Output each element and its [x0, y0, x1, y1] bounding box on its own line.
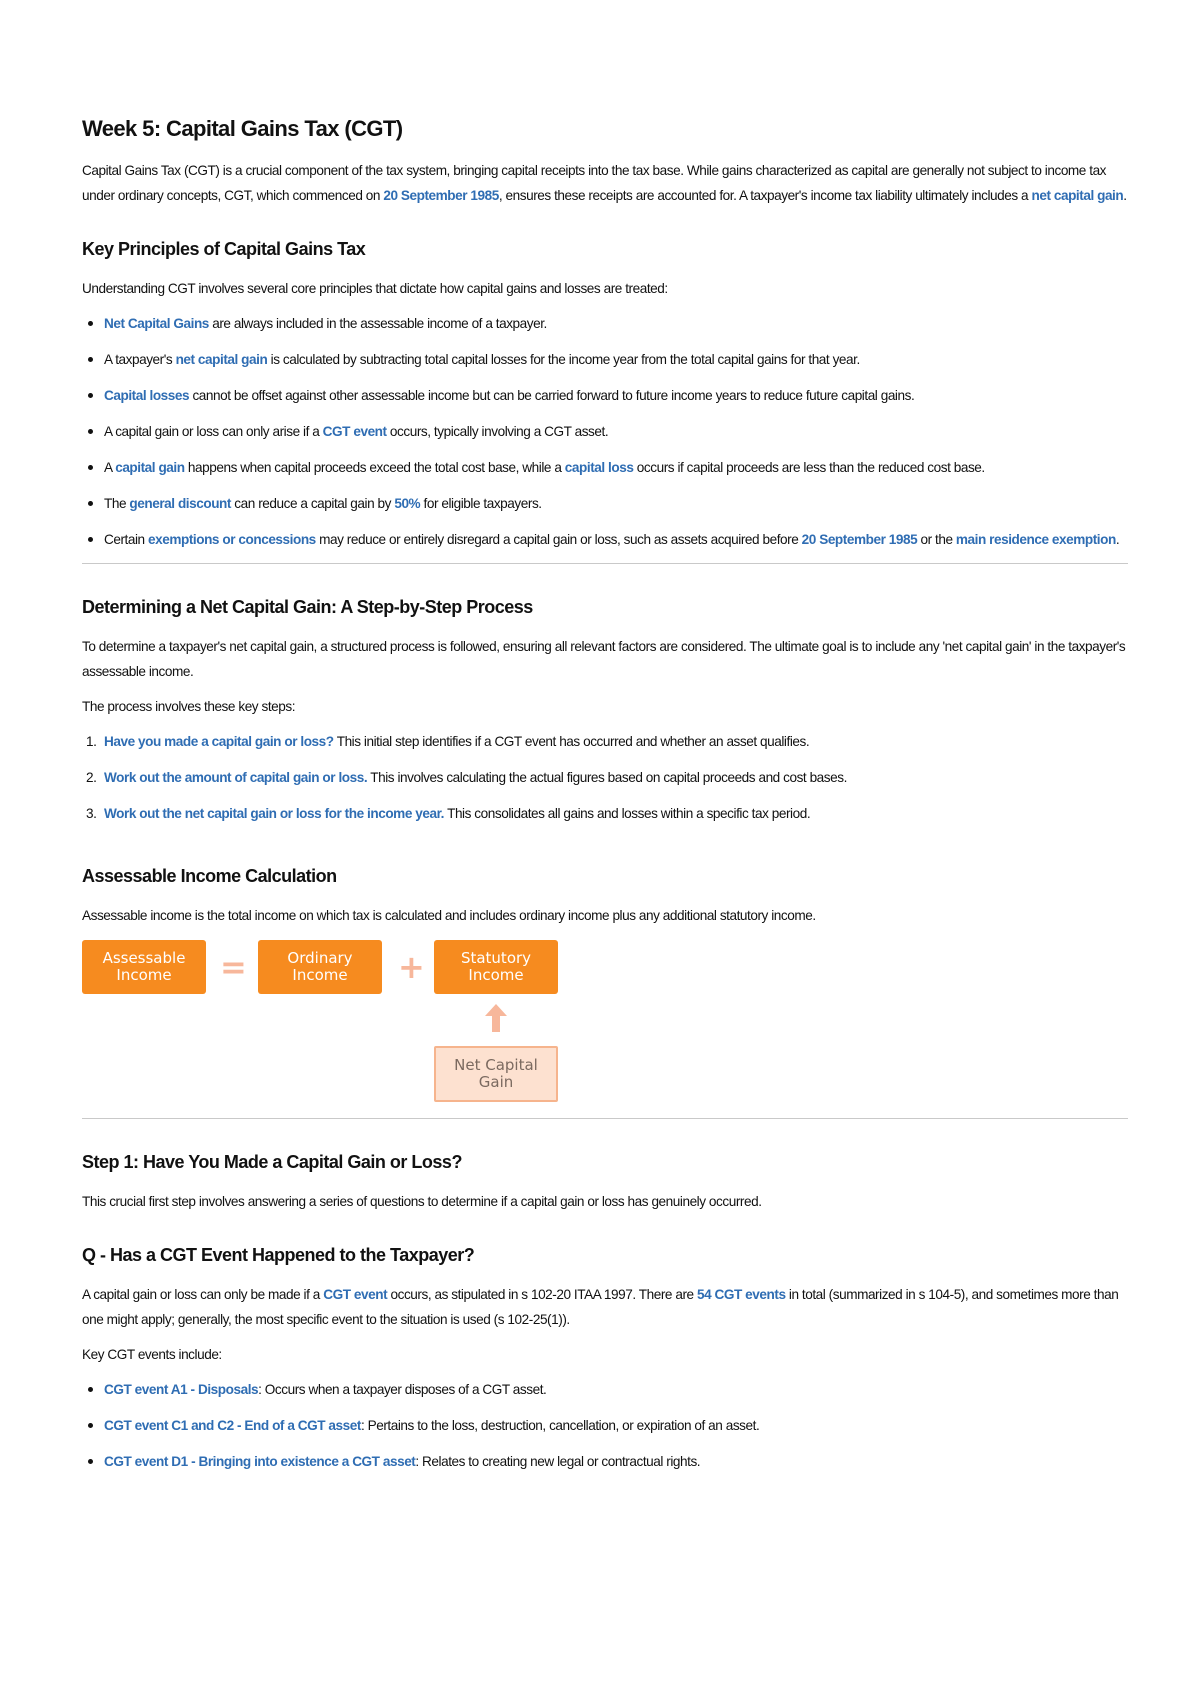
link-capital-losses[interactable]: Capital losses [104, 388, 190, 403]
list-item: Capital losses cannot be offset against other assessable income but can be carried forward to future income years to reduce future capital gains. [82, 383, 1128, 408]
link-net-capital-gain[interactable]: net capital gain [1031, 188, 1124, 203]
list-item: CGT event D1 - Bringing into existence a CGT asset: Relates to creating new legal or contractual rights. [82, 1449, 1128, 1474]
net-capital-gain-box: Net Capital Gain [434, 1046, 558, 1102]
list-item: 2. Work out the amount of capital gain or loss. This involves calculating the actual figures based on capital proceeds and cost bases. [86, 770, 847, 785]
link-cgt-event-d1[interactable]: CGT event D1 - Bringing into existence a CGT asset [104, 1454, 416, 1469]
link-exemptions[interactable]: exemptions or concessions [148, 532, 316, 547]
link-commencement-date[interactable]: 20 September 1985 [383, 188, 499, 203]
step-1-paragraph: This crucial first step involves answering a series of questions to determine if a capital gain or loss has genuinely occurred. [82, 1194, 762, 1209]
link-cgt-event[interactable]: CGT event [323, 1287, 388, 1302]
arrow-up-icon [484, 1002, 508, 1034]
list-item: Certain exemptions or concessions may reduce or entirely disregard a capital gain or loss, such as assets acquired before 20 September 1985 or the main residence exemption. [82, 527, 1128, 552]
intro-paragraph: Capital Gains Tax (CGT) is a crucial component of the tax system, bringing capital receipts into the tax base. While gains characterized as capital are generally not subject to income tax under ordinary concepts, CGT, which commenced on 20 September 1985, ensures these receipts are accounted for. A taxpayer's income tax liability ultimately includes a net capital gain. [82, 163, 1127, 203]
list-item: CGT event A1 - Disposals: Occurs when a taxpayer disposes of a CGT asset. [82, 1377, 1128, 1402]
link-cgt-event[interactable]: CGT event [322, 424, 387, 439]
link-cgt-event-c1-c2[interactable]: CGT event C1 and C2 - End of a CGT asset [104, 1418, 361, 1433]
list-item: The general discount can reduce a capital gain by 50% for eligible taxpayers. [82, 491, 1128, 516]
list-item: 3. Work out the net capital gain or loss for the income year. This consolidates all gains and losses within a specific tax period. [86, 806, 811, 821]
section-heading-key-principles: Key Principles of Capital Gains Tax [82, 239, 366, 259]
list-item: A taxpayer's net capital gain is calculated by subtracting total capital losses for the income year from the total capital gains for that year. [82, 347, 1128, 372]
key-principles-intro: Understanding CGT involves several core principles that dictate how capital gains and losses are treated: [82, 281, 668, 296]
link-capital-gain[interactable]: capital gain [115, 460, 185, 475]
link-54-cgt-events[interactable]: 54 CGT events [696, 1287, 786, 1302]
section-heading-assessable-income: Assessable Income Calculation [82, 866, 337, 886]
link-discount-rate[interactable]: 50% [394, 496, 421, 511]
assessable-income-box: Assessable Income [82, 940, 206, 994]
list-item: 1. Have you made a capital gain or loss? This initial step identifies if a CGT event has occurred and whether an asset qualifies. [86, 734, 810, 749]
cgt-event-paragraph: A capital gain or loss can only be made if a CGT event occurs, as stipulated in s 102-20 ITAA 1997. There are 54 CGT events in total (summarized in s 104-5), and sometimes more than one might apply; generally, the most specific event to the situation is used (s 102-25(1)). [82, 1287, 1119, 1327]
process-intro: The process involves these key steps: [82, 699, 296, 714]
page-title: Week 5: Capital Gains Tax (CGT) [82, 116, 403, 141]
list-item: CGT event C1 and C2 - End of a CGT asset: Pertains to the loss, destruction, cancellation, or expiration of an asset. [82, 1413, 1128, 1438]
plus-operator: + [398, 948, 425, 986]
link-general-discount[interactable]: general discount [129, 496, 231, 511]
key-principles-list [82, 311, 1128, 552]
section-divider [82, 1118, 1128, 1119]
link-capital-loss[interactable]: capital loss [564, 460, 634, 475]
document-page [82, 96, 1128, 1485]
section-heading-step-1: Step 1: Have You Made a Capital Gain or Loss? [82, 1152, 462, 1172]
link-net-capital-gain[interactable]: net capital gain [175, 352, 268, 367]
link-step-2[interactable]: Work out the amount of capital gain or loss. [104, 770, 368, 785]
list-item: A capital gain happens when capital proceeds exceed the total cost base, while a capital loss occurs if capital proceeds are less than the reduced cost base. [82, 455, 1128, 480]
section-heading-cgt-event: Q - Has a CGT Event Happened to the Taxpayer? [82, 1245, 475, 1265]
section-heading-net-gain-process: Determining a Net Capital Gain: A Step-by-Step Process [82, 597, 533, 617]
assessable-income-diagram [82, 938, 642, 1108]
cgt-events-list [82, 1377, 1128, 1474]
link-net-capital-gains[interactable]: Net Capital Gains [104, 316, 209, 331]
section-divider [82, 563, 1128, 564]
process-steps-list [82, 729, 1128, 826]
statutory-income-box: Statutory Income [434, 940, 558, 994]
key-events-intro: Key CGT events include: [82, 1347, 222, 1362]
list-item: A capital gain or loss can only arise if a CGT event occurs, typically involving a CGT asset. [82, 419, 1128, 444]
link-commencement-date[interactable]: 20 September 1985 [801, 532, 918, 547]
link-step-3[interactable]: Work out the net capital gain or loss for the income year. [104, 806, 445, 821]
ordinary-income-box: Ordinary Income [258, 940, 382, 994]
net-gain-paragraph: To determine a taxpayer's net capital gain, a structured process is followed, ensuring all relevant factors are considered. The ultimate goal is to include any 'net capital gain' in the taxpayer's assessable income. [82, 639, 1126, 679]
link-main-residence-exemption[interactable]: main residence exemption [955, 532, 1116, 547]
assessable-income-paragraph: Assessable income is the total income on which tax is calculated and includes ordinary income plus any additional statutory income. [82, 908, 816, 923]
equals-operator: = [220, 948, 247, 986]
link-step-1[interactable]: Have you made a capital gain or loss? [104, 734, 334, 749]
list-item: Net Capital Gains are always included in the assessable income of a taxpayer. [82, 311, 1128, 336]
link-cgt-event-a1[interactable]: CGT event A1 - Disposals [104, 1382, 259, 1397]
